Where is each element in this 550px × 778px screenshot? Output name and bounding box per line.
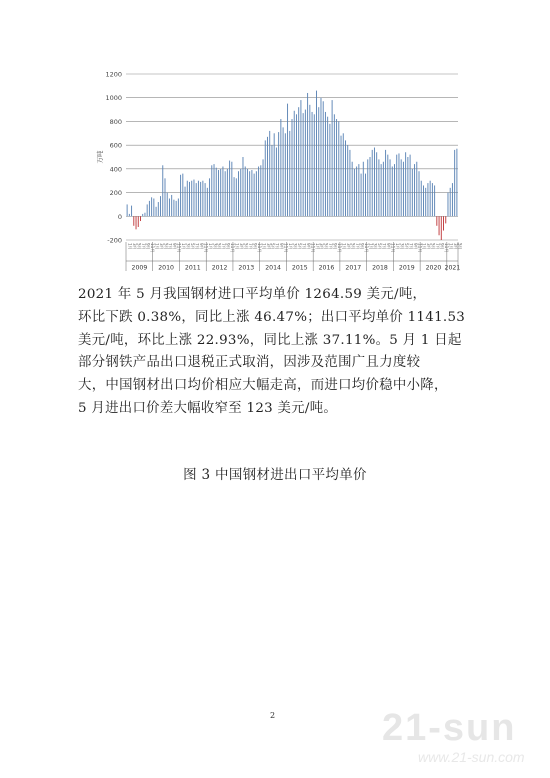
- bar: [343, 133, 344, 216]
- month-tick-label: 5月: [163, 243, 169, 250]
- month-tick-label: 1月: [261, 243, 267, 250]
- month-tick-label: 7月: [328, 243, 334, 250]
- bar: [354, 169, 355, 216]
- bar: [180, 175, 181, 217]
- month-tick-label: 3月: [346, 243, 351, 250]
- month-tick-label: 1月: [368, 243, 374, 250]
- bar: [405, 152, 406, 216]
- bar: [334, 114, 335, 216]
- bar: [338, 121, 339, 216]
- month-tick-label: 1月: [314, 243, 320, 250]
- bar: [149, 201, 150, 216]
- bar: [271, 145, 272, 216]
- month-tick-label: 1月: [448, 243, 454, 250]
- bar: [144, 213, 145, 217]
- watermark-logo: [378, 700, 548, 772]
- bar: [347, 145, 348, 216]
- month-tick-label: 3月: [132, 243, 138, 250]
- bar: [434, 185, 435, 216]
- bar: [182, 174, 183, 217]
- bar: [287, 104, 288, 217]
- month-tick-label: 11月: [444, 243, 449, 253]
- bar: [452, 183, 453, 216]
- y-tick-label: 200: [109, 189, 122, 198]
- month-tick-label: 5月: [377, 243, 383, 250]
- month-tick-label: 9月: [198, 243, 204, 250]
- bar: [153, 199, 154, 217]
- y-axis-label: 万吨: [96, 150, 104, 164]
- month-tick-label: 5月: [216, 243, 222, 250]
- month-tick-label: 11月: [337, 243, 343, 253]
- bar: [349, 150, 350, 216]
- page-number: 2: [270, 711, 276, 720]
- bar: [193, 180, 194, 217]
- bar: [403, 162, 404, 217]
- month-tick-label: 1月: [341, 243, 347, 250]
- steel-chart: [94, 66, 474, 278]
- bar: [225, 171, 226, 216]
- bar: [263, 159, 264, 216]
- bar: [303, 113, 304, 216]
- bar: [385, 150, 386, 216]
- month-tick-label: 9月: [145, 243, 151, 250]
- month-tick-label: 3月: [212, 243, 218, 250]
- bar: [352, 162, 353, 217]
- bar: [298, 107, 299, 216]
- month-tick-label: 11月: [176, 243, 182, 253]
- bar: [238, 171, 239, 216]
- svg-text:21-sun: 21-sun: [382, 707, 517, 749]
- paragraph-line: 2021 年 5 月我国钢材进口平均单价 1264.59 美元/吨，: [78, 287, 427, 302]
- bar: [131, 206, 132, 217]
- bar: [314, 114, 315, 216]
- bar: [178, 199, 179, 217]
- month-tick-label: 7月: [194, 243, 200, 250]
- bar: [361, 174, 362, 217]
- bar: [234, 177, 235, 216]
- svg-text:www.21-sun.com: www.21-sun.com: [418, 749, 525, 765]
- month-tick-label: 9月: [172, 243, 178, 250]
- month-tick-label: 1月: [154, 243, 160, 250]
- bar: [196, 183, 197, 216]
- bar: [160, 196, 161, 216]
- month-tick-label: 5月: [430, 243, 436, 250]
- bar: [443, 216, 444, 230]
- bar: [274, 133, 275, 216]
- bar: [425, 188, 426, 216]
- bar: [258, 166, 259, 216]
- year-label: 2012: [211, 264, 228, 272]
- month-tick-label: 3月: [399, 243, 405, 250]
- month-tick-label: 7月: [141, 243, 146, 250]
- month-tick-label: 1月: [395, 243, 400, 250]
- bar: [316, 91, 317, 217]
- month-tick-label: 5月: [457, 243, 463, 250]
- bar: [216, 168, 217, 217]
- bar: [387, 155, 388, 217]
- bar: [439, 216, 440, 235]
- bar: [410, 155, 411, 217]
- year-label: 2019: [398, 264, 415, 272]
- bar: [147, 204, 148, 216]
- bar: [323, 101, 324, 216]
- bar: [260, 165, 261, 216]
- bar: [407, 157, 408, 216]
- month-tick-label: 3月: [372, 243, 378, 250]
- month-tick-label: 3月: [292, 243, 298, 250]
- body-paragraph: [78, 284, 478, 421]
- month-tick-label: 5月: [136, 243, 142, 250]
- bar: [318, 107, 319, 216]
- month-tick-label: 7月: [221, 243, 227, 250]
- year-label: 2016: [318, 264, 335, 272]
- bar: [419, 171, 420, 216]
- month-tick-label: 5月: [350, 243, 356, 250]
- bar: [285, 133, 286, 216]
- month-tick-label: 5月: [190, 243, 195, 250]
- bar: [222, 166, 223, 216]
- y-tick-label: -200: [107, 236, 122, 245]
- month-tick-label: 9月: [225, 243, 231, 250]
- month-tick-label: 11月: [203, 243, 209, 253]
- month-tick-label: 9月: [279, 243, 285, 250]
- bar: [207, 188, 208, 216]
- bar: [136, 216, 137, 229]
- bar: [441, 216, 442, 240]
- bar: [129, 214, 130, 216]
- bar: [383, 162, 384, 217]
- year-label: 2013: [238, 264, 255, 272]
- y-tick-label: 1200: [105, 70, 122, 79]
- month-tick-label: 11月: [417, 243, 423, 253]
- paragraph-line: 环比下跌 0.38%，同比上涨 46.47%；出口平均单价 1141.53: [78, 309, 466, 325]
- bar: [305, 110, 306, 217]
- bar: [269, 131, 270, 216]
- bar: [133, 216, 134, 225]
- month-tick-label: 9月: [359, 243, 365, 250]
- bar: [450, 188, 451, 216]
- year-label: 2015: [291, 264, 308, 272]
- month-tick-label: 7月: [381, 243, 387, 250]
- month-tick-label: 1月: [127, 243, 133, 250]
- y-tick-label: 1000: [105, 94, 122, 103]
- bar: [367, 159, 368, 216]
- month-tick-label: 11月: [283, 243, 289, 253]
- y-tick-label: 600: [109, 141, 122, 150]
- figure-caption: 图 3 中国钢材进出口平均单价: [183, 467, 367, 483]
- paragraph-line: 大，中国钢材出口均价相应大幅走高，而进口均价稳中小降，: [78, 378, 448, 394]
- bar: [336, 119, 337, 216]
- bar: [189, 182, 190, 216]
- month-tick-label: 9月: [305, 243, 311, 250]
- year-label: 2020: [425, 264, 442, 272]
- bar: [294, 111, 295, 217]
- bar: [376, 152, 377, 216]
- month-tick-label: 7月: [274, 243, 280, 250]
- month-tick-label: 3月: [452, 243, 458, 250]
- year-label: 2017: [345, 264, 362, 272]
- bar: [370, 157, 371, 216]
- bar: [430, 181, 431, 217]
- bar: [249, 171, 250, 216]
- bar: [390, 159, 391, 216]
- month-tick-label: 7月: [301, 243, 307, 250]
- bar: [156, 207, 157, 216]
- bar: [358, 164, 359, 216]
- month-tick-label: 9月: [252, 243, 258, 250]
- bar: [423, 185, 424, 216]
- bar: [296, 114, 297, 216]
- bar: [267, 137, 268, 216]
- bar: [325, 112, 326, 216]
- month-tick-label: 1月: [181, 243, 187, 250]
- bar: [381, 164, 382, 216]
- month-tick-label: 9月: [412, 243, 418, 250]
- bar: [214, 164, 215, 216]
- month-tick-label: 3月: [319, 243, 325, 250]
- bar: [127, 204, 128, 216]
- year-label: 2009: [131, 264, 148, 272]
- month-tick-label: 7月: [167, 243, 173, 250]
- month-tick-label: 3月: [158, 243, 164, 250]
- bar: [220, 169, 221, 216]
- bar: [236, 178, 237, 216]
- bar: [245, 166, 246, 216]
- month-tick-label: 11月: [310, 243, 316, 253]
- month-tick-label: 1月: [421, 243, 427, 250]
- month-tick-label: 11月: [363, 243, 369, 253]
- bar: [372, 150, 373, 216]
- bar: [200, 182, 201, 216]
- month-tick-label: 11月: [256, 243, 262, 253]
- bar: [414, 164, 415, 216]
- y-tick-label: 0: [117, 212, 122, 221]
- bar: [321, 98, 322, 217]
- bar: [341, 136, 342, 217]
- bar: [365, 174, 366, 217]
- bar: [392, 166, 393, 216]
- month-tick-label: 5月: [403, 243, 409, 250]
- month-tick-label: 7月: [247, 243, 253, 250]
- month-tick-label: 9月: [332, 243, 338, 250]
- bar: [158, 202, 159, 216]
- bar: [243, 157, 244, 216]
- bar: [227, 169, 228, 216]
- bar: [394, 164, 395, 216]
- bar: [283, 127, 284, 216]
- year-label: 2021: [444, 264, 461, 272]
- bar: [138, 216, 139, 227]
- bar: [432, 183, 433, 216]
- bar: [187, 181, 188, 217]
- month-tick-label: 5月: [297, 243, 302, 250]
- month-tick-label: 9月: [386, 243, 392, 250]
- bar: [289, 131, 290, 216]
- bar: [169, 199, 170, 217]
- paragraph-line: 部分钢铁产品出口退税正式取消，因涉及范围广且力度较: [78, 355, 421, 371]
- bar: [378, 159, 379, 216]
- bar: [231, 162, 232, 217]
- month-tick-label: 11月: [149, 243, 155, 253]
- bar: [401, 159, 402, 216]
- bar: [300, 100, 301, 216]
- bar: [456, 149, 457, 217]
- bar: [445, 216, 446, 223]
- bar: [332, 100, 333, 216]
- bar: [254, 174, 255, 217]
- bar: [202, 181, 203, 217]
- month-tick-label: 11月: [230, 243, 236, 253]
- month-tick-label: 11月: [390, 243, 396, 253]
- bar: [427, 183, 428, 216]
- bar: [229, 161, 230, 217]
- month-tick-label: 3月: [426, 243, 432, 250]
- bar: [198, 181, 199, 217]
- bar: [191, 181, 192, 217]
- paragraph-line: 5 月进出口价差大幅收窄至 123 美元/吨。: [78, 400, 338, 416]
- month-tick-label: 3月: [185, 243, 191, 250]
- bar: [421, 181, 422, 217]
- bar: [312, 112, 313, 216]
- month-tick-label: 9月: [439, 243, 445, 250]
- bar: [140, 216, 141, 221]
- bar: [356, 166, 357, 216]
- bar: [176, 201, 177, 216]
- bar: [436, 216, 437, 225]
- bar: [345, 140, 346, 216]
- bar: [309, 105, 310, 216]
- month-tick-label: 7月: [435, 243, 441, 250]
- bar: [276, 148, 277, 217]
- bar: [171, 195, 172, 216]
- bar: [374, 148, 375, 217]
- bar: [448, 193, 449, 217]
- year-label: 2018: [372, 264, 388, 272]
- month-tick-label: 3月: [239, 243, 244, 250]
- chart-svg: [94, 66, 474, 278]
- bar: [240, 169, 241, 216]
- bar: [278, 132, 279, 216]
- bar: [167, 193, 168, 217]
- bar: [396, 155, 397, 217]
- paragraph-line: 美元/吨，环比上涨 22.93%，同比上涨 37.11%。5 月 1 日起: [78, 332, 462, 348]
- month-tick-label: 1月: [234, 243, 240, 250]
- y-tick-label: 400: [109, 165, 122, 174]
- month-tick-label: 7月: [408, 243, 414, 250]
- bar: [142, 214, 143, 216]
- bar: [185, 187, 186, 217]
- year-label: 2014: [265, 264, 281, 272]
- month-tick-label: 1月: [207, 243, 213, 250]
- bar: [256, 171, 257, 216]
- bar: [398, 153, 399, 216]
- bar: [363, 162, 364, 217]
- bar: [280, 119, 281, 216]
- bar: [151, 197, 152, 216]
- bar: [454, 150, 455, 216]
- bar: [209, 178, 210, 216]
- y-tick-label: 800: [109, 117, 122, 126]
- year-label: 2010: [158, 264, 174, 272]
- bar: [329, 124, 330, 216]
- year-label: 2011: [184, 264, 201, 272]
- bar: [292, 119, 293, 216]
- month-tick-label: 7月: [354, 243, 360, 250]
- bar: [162, 165, 163, 216]
- month-tick-label: 5月: [270, 243, 276, 250]
- bar: [247, 169, 248, 216]
- bar: [218, 170, 219, 216]
- month-tick-label: 5月: [243, 243, 249, 250]
- bar: [165, 178, 166, 216]
- bar: [173, 200, 174, 217]
- bar: [265, 140, 266, 216]
- month-tick-label: 1月: [288, 243, 293, 250]
- bar: [327, 117, 328, 217]
- bar: [211, 165, 212, 216]
- bar: [412, 169, 413, 216]
- bar: [205, 183, 206, 216]
- bar: [251, 170, 252, 216]
- month-tick-label: 5月: [323, 243, 329, 250]
- bar: [307, 93, 308, 216]
- month-tick-label: 3月: [265, 243, 271, 250]
- bar: [416, 162, 417, 217]
